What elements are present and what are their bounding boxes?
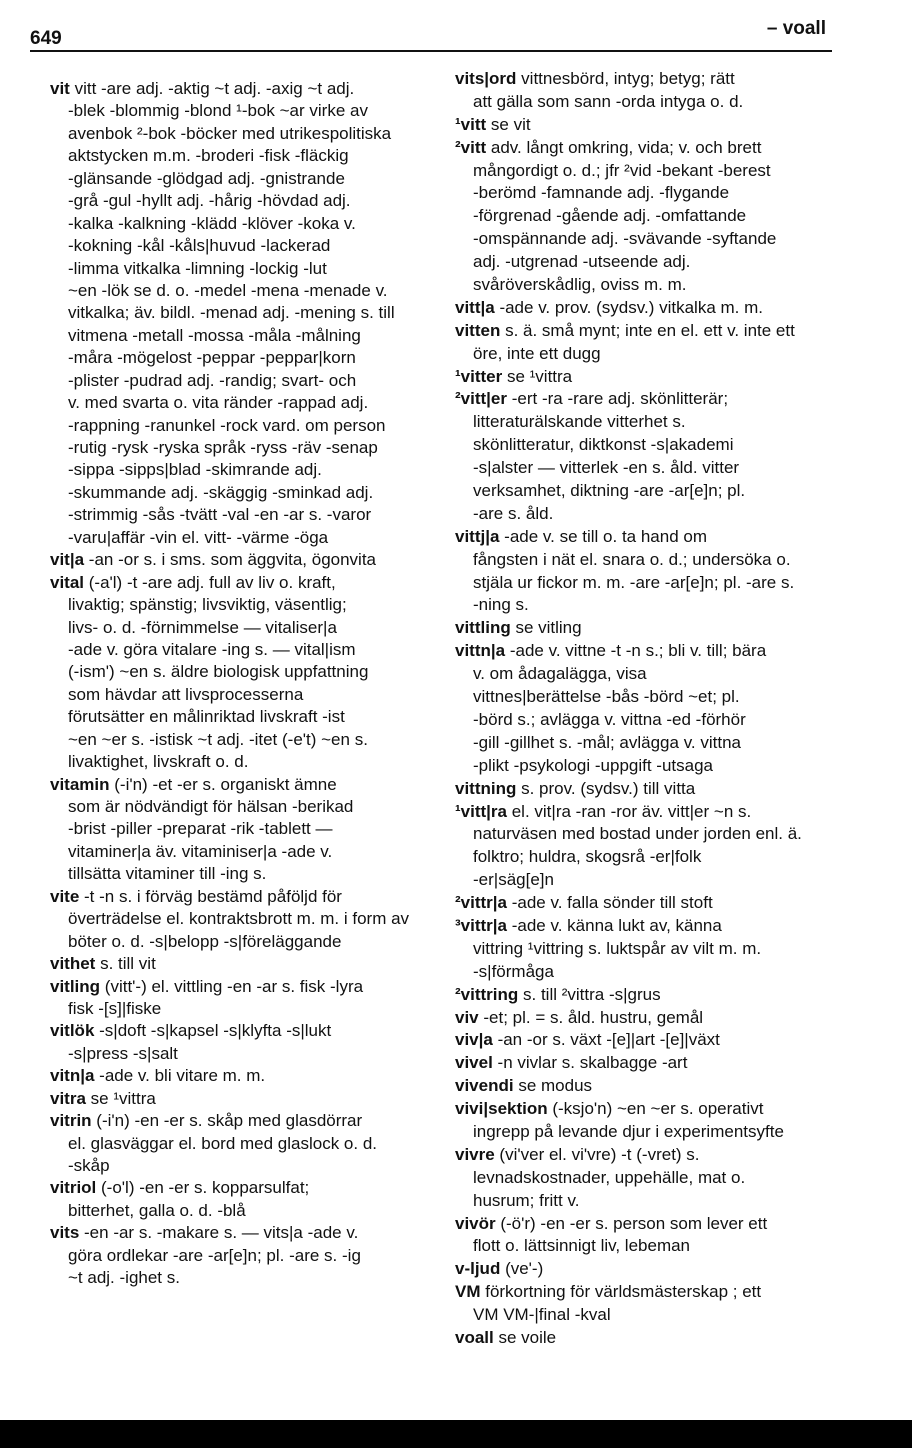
continuation-line: naturväsen med bostad under jorden enl. ä. (473, 824, 802, 844)
headword: ³vittr|a (455, 915, 507, 935)
guide-word: – voall (766, 18, 826, 39)
headword: vit (50, 79, 70, 98)
definition-text: (vitt'-) el. vittling -en -ar s. fisk -lyra (100, 976, 364, 996)
dictionary-entry-line (455, 640, 835, 663)
dictionary-entry-line (455, 320, 835, 343)
dictionary-entry-line (455, 1213, 835, 1236)
continuation-line: livs- o. d. -förnimmelse — vitaliser|a (68, 617, 337, 637)
dictionary-entry-line (455, 915, 835, 938)
continuation-line: litteraturälskande vitterhet s. (473, 412, 686, 432)
continuation-line: avenbok ²-bok -böcker med utrikespolitiska (68, 123, 392, 143)
dictionary-entry-line (50, 572, 435, 594)
headword: v-ljud (455, 1259, 501, 1279)
dictionary-entry-line (50, 1088, 435, 1110)
headword: vital (50, 572, 85, 592)
dictionary-entry-line (50, 953, 435, 975)
continuation-line: -s|press -s|salt (68, 1043, 178, 1063)
continuation-line: -s|förmåga (473, 961, 554, 981)
headword: vithet (50, 954, 96, 974)
continuation-line: -plister -pudrad adj. -randig; svart- och (68, 370, 357, 390)
continuation-line: -er|säg[e]n (473, 870, 554, 890)
headword: vitt|a (455, 297, 495, 317)
continuation-line: -plikt -psykologi -uppgift -utsaga (473, 755, 714, 775)
page-number: 649 (30, 28, 62, 49)
continuation-line: livaktighet, livskraft o. d. (68, 752, 249, 772)
headword: VM (455, 1282, 481, 1302)
definition-text: (-a'l) -t -are adj. full av liv o. kraft, (84, 572, 336, 592)
headword: vitn|a (50, 1066, 95, 1086)
continuation-line: -glänsande -glödgad adj. -gnistrande (68, 168, 345, 188)
definition-text: -s|doft -s|kapsel -s|klyfta -s|lukt (94, 1021, 332, 1041)
definition-text: (-i'n) -et -er s. organiskt ämne (109, 774, 337, 794)
headword: vivör (455, 1213, 496, 1233)
dictionary-entry-line (50, 1110, 435, 1132)
dictionary-entry-line (455, 1098, 835, 1121)
definition-text: s. ä. små mynt; inte en el. ett v. inte ett (500, 320, 795, 340)
definition-text: (-ksjo'n) ~en ~er s. operativt (547, 1099, 764, 1119)
dictionary-entry-line (455, 1327, 835, 1350)
dictionary-entry-line (455, 1075, 835, 1098)
definition-text: -an -or s. växt -[e]|art -[e]|växt (492, 1030, 720, 1050)
headword: vitra (50, 1088, 86, 1108)
definition-text: -ade v. falla sönder till stoft (507, 893, 713, 913)
continuation-line: -berömd -famnande adj. -flygande (473, 183, 730, 203)
dictionary-entry-line (50, 1020, 435, 1042)
continuation-line: skönlitteratur, diktkonst -s|akademi (473, 435, 734, 455)
continuation-line: -rappning -ranunkel -rock vard. om person (68, 415, 386, 435)
continuation-line: -ade v. göra vitalare -ing s. — vital|ism (68, 639, 356, 659)
definition-text: se voile (493, 1327, 557, 1347)
continuation-line: -strimmig -sås -tvätt -val -en -ar s. -varor (68, 505, 372, 525)
continuation-line: vitaminer|a äv. vitaminiser|a -ade v. (68, 841, 333, 861)
continuation-line: -kokning -kål -kåls|huvud -lackerad (68, 236, 331, 256)
continuation-line: -måra -mögelost -peppar -peppar|korn (68, 348, 356, 368)
dictionary-entry-line (455, 1029, 835, 1052)
headword: ¹vitt|ra (455, 801, 507, 821)
definition-text: (vi'ver el. vi'vre) -t (-vret) s. (494, 1144, 700, 1164)
headword: vitriol (50, 1178, 97, 1198)
continuation-line: ~t adj. -ighet s. (68, 1268, 180, 1288)
headword: viv (455, 1007, 479, 1027)
definition-text: -t -n s. i förväg bestämd påföljd för (79, 886, 342, 906)
definition-text: -ade v. se till o. ta hand om (499, 526, 708, 546)
definition-text: vittnesbörd, intyg; betyg; rätt (516, 69, 735, 88)
headword: vit|a (50, 550, 85, 570)
continuation-line: ~en -lök se d. o. -medel -mena -menade v. (68, 280, 388, 300)
continuation-line: överträdelse el. kontraktsbrott m. m. i form av (68, 909, 410, 929)
continuation-line: vitkalka; äv. bildl. -menad adj. -mening s. till (68, 303, 395, 323)
continuation-line: -brist -piller -preparat -rik -tablett — (68, 819, 333, 839)
headword: ²vittr|a (455, 893, 507, 913)
definition-text: s. prov. (sydsv.) till vitta (516, 778, 696, 798)
continuation-line: -skåp (68, 1156, 110, 1175)
dictionary-entry-line (455, 778, 835, 801)
dictionary-entry-line (50, 1222, 435, 1244)
dictionary-entry-line (455, 114, 835, 137)
continuation-line: vitmena -metall -mossa -måla -målning (68, 325, 361, 345)
definition-text: (-ö'r) -en -er s. person som lever ett (495, 1213, 768, 1233)
dictionary-entry-line (50, 1177, 435, 1199)
dictionary-entry-line (50, 886, 435, 908)
continuation-line: tillsätta vitaminer till -ing s. (68, 864, 267, 884)
continuation-line: -omspännande adj. -svävande -syftande (473, 229, 777, 249)
dictionary-entry-line (455, 366, 835, 389)
definition-text: s. till vit (95, 954, 156, 974)
dictionary-entry-line (455, 1281, 835, 1304)
definition-text: -ade v. vittne -t -n s.; bli v. till; bära (505, 641, 767, 661)
continuation-line: -börd s.; avlägga v. vittna -ed -förhör (473, 709, 746, 729)
dictionary-entry-line (455, 137, 835, 160)
headword: vitrin (50, 1111, 92, 1131)
continuation-line: v. om ådagalägga, visa (473, 664, 647, 684)
definition-text: -en -ar s. -makare s. — vits|a -ade v. (79, 1223, 359, 1243)
right-column (455, 68, 835, 1350)
continuation-line: stjäla ur fickor m. m. -are -ar[e]n; pl. -are s. (473, 572, 795, 592)
dictionary-entry-line (50, 78, 435, 100)
continuation-line: VM VM-|final -kval (473, 1305, 611, 1325)
headword: viv|a (455, 1030, 493, 1050)
continuation-line: -grå -gul -hyllt adj. -hårig -hövdad adj. (68, 191, 351, 211)
continuation-line: -limma vitkalka -limning -lockig -lut (68, 258, 327, 278)
definition-text: se ¹vittra (502, 366, 573, 386)
definition-text: (-i'n) -en -er s. skåp med glasdörrar (91, 1111, 363, 1131)
continuation-line: öre, inte ett dugg (473, 343, 601, 363)
continuation-line: -skummande adj. -skäggig -sminkad adj. (68, 482, 374, 502)
left-column (50, 78, 435, 1290)
headword: vitamin (50, 774, 110, 794)
scan-bottom-edge (0, 1420, 912, 1448)
continuation-line: mångordigt o. d.; jfr ²vid -bekant -berest (473, 160, 771, 180)
dictionary-entry-line (455, 68, 835, 91)
continuation-line: adj. -utgrenad -utseende adj. (473, 252, 691, 272)
headword: vitten (455, 320, 501, 340)
headword: vitlök (50, 1021, 95, 1041)
continuation-line: bitterhet, galla o. d. -blå (68, 1200, 246, 1220)
dictionary-entry-line (455, 801, 835, 824)
continuation-line: fisk -[s]|fiske (68, 998, 162, 1018)
dictionary-entry-line (455, 617, 835, 640)
headword: vits (50, 1223, 80, 1243)
definition-text: -n vivlar s. skalbagge -art (492, 1053, 688, 1073)
dictionary-entry-line (455, 892, 835, 915)
dictionary-entry-line (455, 526, 835, 549)
dictionary-entry-line (50, 1065, 435, 1087)
continuation-line: -ning s. (473, 595, 529, 615)
headword: ¹vitt (455, 114, 487, 134)
headword: vittn|a (455, 641, 506, 661)
headword: vittj|a (455, 526, 500, 546)
continuation-line: -blek -blommig -blond ¹-bok ~ar virke av (68, 101, 368, 121)
definition-text: (ve'-) (500, 1259, 544, 1279)
continuation-line: som hävdar att livsprocesserna (68, 684, 304, 704)
definition-text: (-o'l) -en -er s. kopparsulfat; (96, 1178, 310, 1198)
definition-text: s. till ²vittra -s|grus (518, 984, 661, 1004)
continuation-line: göra ordlekar -are -ar[e]n; pl. -are s. -ig (68, 1245, 361, 1265)
definition-text: adv. långt omkring, vida; v. och brett (486, 137, 762, 157)
headword: ²vitt (455, 137, 487, 157)
headword: vitling (50, 976, 101, 996)
dictionary-entry-line (455, 297, 835, 320)
continuation-line: (-ism') ~en s. äldre biologisk uppfattning (68, 662, 369, 682)
dictionary-entry-line (455, 388, 835, 411)
headword: vittling (455, 618, 511, 638)
dictionary-entry-line (50, 774, 435, 796)
definition-text: se modus (513, 1076, 593, 1096)
headword: vits|ord (455, 69, 517, 88)
continuation-line: livaktig; spänstig; livsviktig, väsentlig; (68, 595, 347, 615)
continuation-line: svåröverskådlig, oviss m. m. (473, 275, 687, 295)
definition-text: se vit (486, 114, 531, 134)
definition-text: -ade v. prov. (sydsv.) vitkalka m. m. (494, 297, 763, 317)
dictionary-entry-line (455, 984, 835, 1007)
continuation-line: böter o. d. -s|belopp -s|föreläggande (68, 931, 342, 951)
headword: vivre (455, 1144, 495, 1164)
headword: vivendi (455, 1076, 514, 1096)
definition-text: förkortning för världsmästerskap ; ett (480, 1282, 762, 1302)
headword: vivi|sektion (455, 1099, 548, 1119)
continuation-line: -are s. åld. (473, 503, 554, 523)
continuation-line: som är nödvändigt för hälsan -berikad (68, 797, 354, 816)
definition-text: -et; pl. = s. åld. hustru, gemål (478, 1007, 704, 1027)
continuation-line: -gill -gillhet s. -mål; avlägga v. vittna (473, 732, 742, 752)
continuation-line: vittring ¹vittring s. luktspår av vilt m. m. (473, 938, 762, 958)
dictionary-entry-line (455, 1258, 835, 1281)
continuation-line: -förgrenad -gående adj. -omfattande (473, 206, 747, 226)
continuation-line: el. glasväggar el. bord med glaslock o. d. (68, 1133, 378, 1153)
dictionary-entry-line (50, 549, 435, 571)
continuation-line: -sippa -sipps|blad -skimrande adj. (68, 460, 322, 480)
headword: vittning (455, 778, 517, 798)
continuation-line: aktstycken m.m. -broderi -fisk -fläckig (68, 146, 349, 166)
continuation-line: -rutig -rysk -ryska språk -ryss -räv -senap (68, 438, 378, 457)
dictionary-entry-line (455, 1144, 835, 1167)
headword: ²vitt|er (455, 389, 507, 409)
continuation-line: -varu|affär -vin el. vitt- -värme -öga (68, 527, 329, 547)
continuation-line: levnadskostnader, uppehälle, mat o. (473, 1167, 746, 1187)
continuation-line: att gälla som sann -orda intyga o. d. (473, 91, 744, 111)
definition-text: -ade v. känna lukt av, känna (507, 915, 722, 935)
continuation-line: v. med svarta o. vita ränder -rappad adj. (68, 393, 369, 413)
continuation-line: folktro; huldra, skogsrå -er|folk (473, 847, 702, 867)
headword: voall (455, 1327, 494, 1347)
continuation-line: flott o. lättsinnigt liv, lebeman (473, 1236, 691, 1256)
dictionary-entry-line (455, 1007, 835, 1030)
headword: vivel (455, 1053, 493, 1073)
definition-text: se vitling (510, 618, 582, 638)
continuation-line: -kalka -kalkning -klädd -klöver -koka v. (68, 213, 356, 233)
dictionary-entry-line (50, 976, 435, 998)
dictionary-entry-line (455, 1052, 835, 1075)
definition-text: -an -or s. i sms. som äggvita, ögonvita (84, 550, 377, 570)
continuation-line: vittnes|berättelse -bås -börd ~et; pl. (473, 687, 740, 707)
headword: ²vittring (455, 984, 519, 1004)
headword: vite (50, 886, 80, 906)
continuation-line: husrum; fritt v. (473, 1190, 580, 1210)
definition-text: -ade v. bli vitare m. m. (94, 1066, 266, 1086)
definition-text: el. vit|ra -ran -ror äv. vitt|er ~n s. (507, 801, 752, 821)
continuation-line: ~en ~er s. -istisk ~t adj. -itet (-e't) ~en s. (68, 729, 368, 749)
continuation-line: ingrepp på levande djur i experimentsyfte (473, 1121, 784, 1141)
definition-text: -ert -ra -rare adj. skönlitterär; (507, 389, 729, 409)
continuation-line: -s|alster — vitterlek -en s. åld. vitter (473, 458, 740, 478)
header-rule (30, 50, 832, 52)
definition-text: se ¹vittra (85, 1088, 156, 1108)
continuation-line: fångsten i nät el. snara o. d.; undersöka o. (473, 549, 791, 569)
headword: ¹vitter (455, 366, 503, 386)
continuation-line: verksamhet, diktning -are -ar[e]n; pl. (473, 481, 746, 501)
continuation-line: förutsätter en målinriktad livskraft -ist (68, 707, 345, 727)
definition-text: vitt -are adj. -aktig ~t adj. -axig ~t adj. (69, 79, 355, 98)
